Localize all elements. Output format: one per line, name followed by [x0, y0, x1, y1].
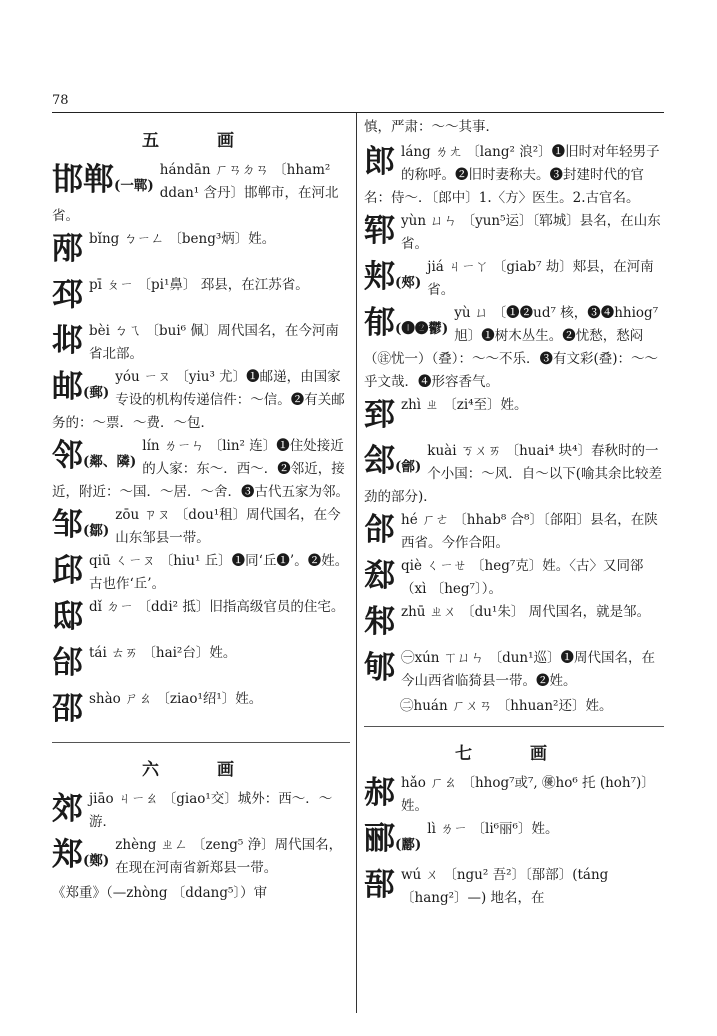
- dictionary-entry: [364, 509, 664, 555]
- entry-sub-reading: ㊁huán ㄏㄨㄢ 〔hhuan²还〕姓。: [400, 698, 613, 714]
- headword: 郚: [364, 867, 395, 903]
- headword: 邳: [52, 277, 83, 313]
- headword: 郃: [364, 512, 395, 548]
- entry-text: qiè ㄑㄧㄝ 〔heg⁷克〕姓。〈古〉又同郤（xì 〔heg⁷〕）。: [401, 558, 644, 597]
- headword: 郦(酈): [364, 821, 422, 857]
- headword: 郊: [52, 791, 83, 827]
- headword: 郓: [364, 213, 395, 249]
- headword: 邰: [52, 645, 83, 681]
- section-rule: [364, 726, 664, 727]
- entry-text: hé ㄏㄜ 〔hhab⁸ 合⁸〕〔郃阳〕县名，在陕西省。今作合阳。: [401, 512, 658, 551]
- dictionary-entry: [52, 228, 350, 274]
- headword: 邹(鄒): [52, 507, 110, 543]
- entry-text: shào ㄕㄠ 〔ziao¹绍¹〕姓。: [89, 691, 263, 707]
- dictionary-entry: [364, 555, 664, 601]
- top-rule: [52, 112, 664, 113]
- headword: 郎: [364, 144, 395, 180]
- entry-continuation: 慎，严肃：～～其事．: [364, 119, 499, 135]
- dictionary-entry: [364, 394, 664, 440]
- headword: 郁(❶❷鬱): [364, 305, 449, 341]
- headword: 郐(鄶): [364, 443, 422, 479]
- page-number: 78: [52, 93, 69, 108]
- entry-text: tái ㄊㄞ 〔hai²台〕姓。: [89, 645, 237, 661]
- dictionary-entry: [364, 141, 664, 210]
- entry-text: yùn ㄩㄣ 〔yun⁵运〕〔郓城〕县名，在山东省。: [401, 213, 661, 252]
- headword: 邯郸(一鄲): [52, 162, 154, 198]
- entry-text: pī ㄆㄧ 〔pi¹鼻〕 邳县，在江苏省。: [89, 277, 309, 293]
- entry-text: zhèng ㄓㄥ 〔zeng⁵ 浄〕周代国名，在现在河南省新郑县一带。: [115, 837, 343, 876]
- entry-text: lín ㄌㄧㄣ 〔lin² 连〕❶住处接近的人家：东～．西～．❷邻近，接近，附近：～国．～居．～舍．❸古代五家为邻。: [52, 438, 349, 500]
- entry-text: hǎo ㄏㄠ 〔hhog⁷或⁷, ㊝ho⁶ 托 (hoh⁷)〕姓。: [401, 775, 655, 814]
- headword: 郝: [364, 775, 395, 811]
- headword: 邾: [364, 604, 395, 640]
- entry-text: yóu ㄧㄡ 〔yiu³ 尤〕❶邮递，由国家专设的机构传递信件：～信。❷有关邮务的：～票．～费．～包．: [52, 369, 345, 431]
- headword: 郑(鄭): [52, 837, 110, 873]
- headword: 邴: [52, 231, 83, 267]
- dictionary-entry: [52, 642, 350, 688]
- entry-text: kuài ㄎㄨㄞ 〔huai⁴ 块⁴〕春秋时的一个小国：～风．自～以下(喻其余比较差劲的部分)．: [364, 443, 663, 505]
- entry-continuation: 《郑重》（—zhòng 〔ddang⁵〕）审: [52, 885, 268, 901]
- section-heading-five-strokes: 五 画: [142, 131, 260, 151]
- right-column: [364, 114, 664, 910]
- headword: 郏(郟): [364, 259, 422, 295]
- dictionary-entry: [364, 601, 664, 647]
- headword: 郇: [364, 650, 395, 686]
- entry-text: qiū ㄑㄧㄡ 〔hiu¹ 丘〕❶同‘丘❶’。❷姓。古也作‘丘’。: [89, 553, 349, 592]
- dictionary-entry: [364, 647, 664, 693]
- entry-text: yù ㄩ 〔❶❷ud⁷ 核，❸❹hhiog⁷旭〕❶树木丛生。❷忧愁，愁闷（㊟忧一）（叠）：～～不乐．❸有文彩(叠)：～～乎文哉．❹形容香气。: [364, 305, 659, 390]
- left-column: [52, 114, 350, 907]
- dictionary-entry: [52, 159, 350, 228]
- dictionary-entry: [52, 274, 350, 320]
- headword: 郄: [364, 558, 395, 594]
- dictionary-entry: [52, 366, 350, 435]
- entry-text: zōu ㄗㄡ 〔dou¹租〕周代国名，在今山东邹县一带。: [115, 507, 341, 546]
- dictionary-entry: [52, 504, 350, 550]
- section-heading-six-strokes: 六 画: [142, 760, 260, 780]
- entry-text: jiāo ㄐㄧㄠ 〔giao¹交〕城外：西～．～游．: [89, 791, 333, 830]
- headword: 邸: [52, 599, 83, 635]
- entry-text: láng ㄌㄤ 〔lang² 浪²〕❶旧时对年轻男子的称呼。❷旧时妻称夫。❸封建时代的官名：侍～．〔郎中〕1.〈方〉医生。2.古官名。: [364, 144, 660, 206]
- dictionary-entry: [364, 440, 664, 509]
- dictionary-entry: [52, 550, 350, 596]
- dictionary-entry: [52, 596, 350, 642]
- entry-text: zhì ㄓ 〔zi⁴至〕姓。: [401, 397, 528, 413]
- dictionary-entry: [364, 210, 664, 256]
- dictionary-entry: [364, 772, 664, 818]
- headword: 邻(鄰、隣): [52, 438, 137, 474]
- headword: 邮(郵): [52, 369, 110, 405]
- dictionary-entry: [364, 864, 664, 910]
- entry-text: bèi ㄅㄟ 〔bui⁶ 佩〕周代国名，在今河南省北部。: [89, 323, 339, 362]
- headword: 邵: [52, 691, 83, 727]
- dictionary-entry: [52, 435, 350, 504]
- section-heading-seven-strokes: 七 画: [455, 744, 573, 764]
- headword: 邶: [52, 323, 83, 359]
- dictionary-entry: [52, 320, 350, 366]
- entry-text: jiá ㄐㄧㄚ 〔giab⁷ 劫〕郏县，在河南省。: [427, 259, 654, 298]
- dictionary-entry: [52, 788, 350, 834]
- entry-text: bǐng ㄅㄧㄥ 〔beng³炳〕姓。: [89, 231, 276, 247]
- dictionary-entry: [364, 256, 664, 302]
- entry-text: lì ㄌㄧ 〔li⁶丽⁶〕姓。: [427, 821, 559, 837]
- entry-text: wú ㄨ 〔ngu² 吾²〕〔郚部〕(táng 〔hang²〕—) 地名，在: [401, 867, 609, 906]
- headword: 郅: [364, 397, 395, 433]
- dictionary-entry: [52, 834, 350, 880]
- column-divider: [356, 113, 357, 1013]
- dictionary-entry: [364, 818, 664, 864]
- entry-text: zhū ㄓㄨ 〔du¹朱〕 周代国名，就是邹。: [401, 604, 651, 620]
- entry-text: hándān ㄏㄢㄉㄢ 〔hham² ddan¹ 含丹〕邯郸市，在河北省。: [52, 162, 339, 224]
- headword: 邱: [52, 553, 83, 589]
- dictionary-entry: [52, 688, 350, 734]
- section-rule: [52, 742, 350, 743]
- dictionary-entry: [364, 302, 664, 394]
- entry-text: dǐ ㄉㄧ 〔ddi² 抵〕旧指高级官员的住宅。: [89, 599, 345, 615]
- entry-text: ㊀xún ㄒㄩㄣ 〔dun¹巡〕❶周代国名，在今山西省临猗县一带。❷姓。: [401, 650, 656, 689]
